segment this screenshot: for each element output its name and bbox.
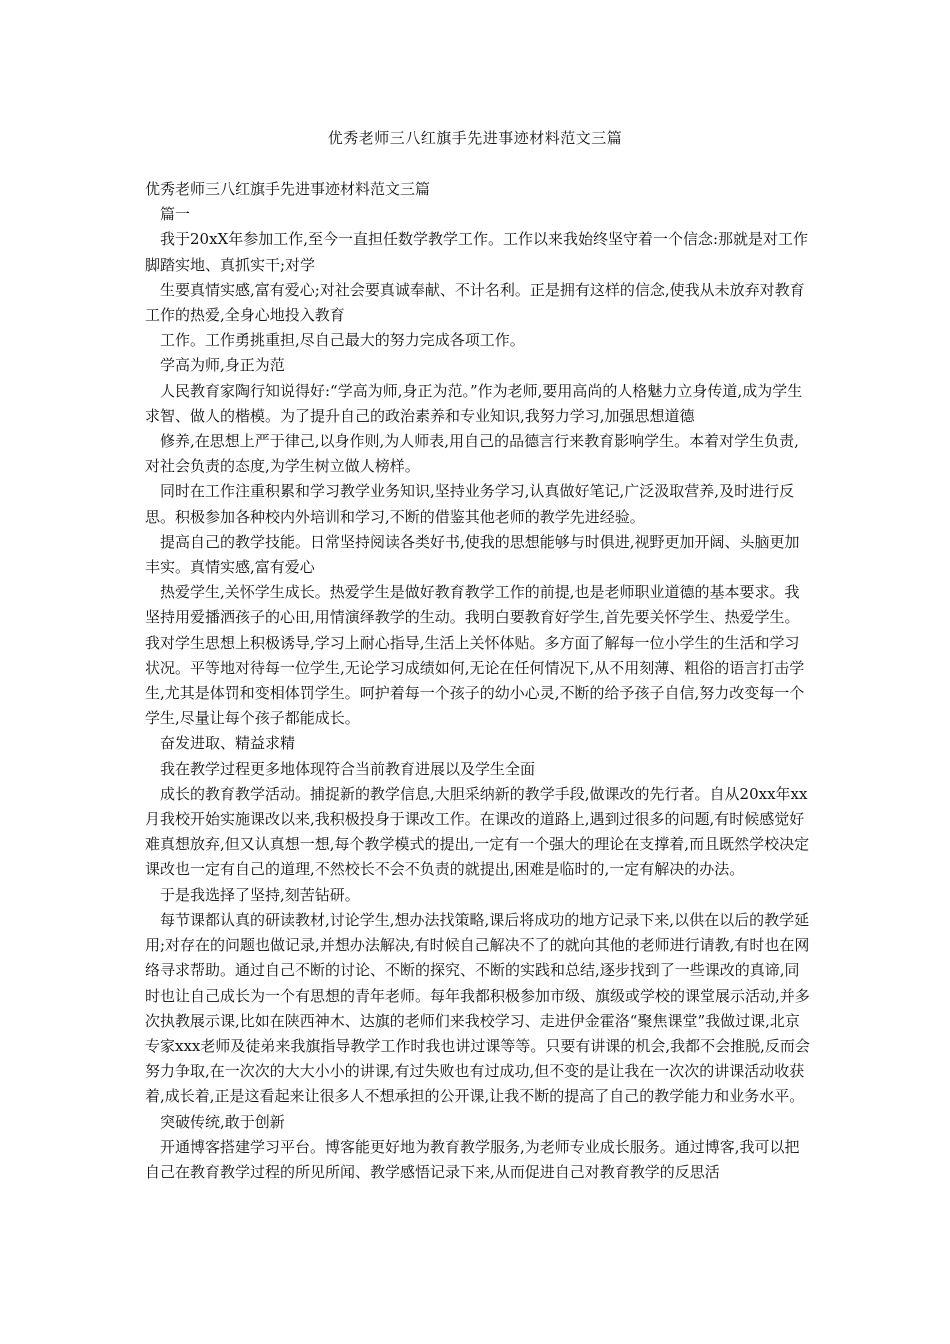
paragraph: 我于20xX年参加工作,至今一直担任数学教学工作。工作以来我始终坚守着一个信念:那就是对工作脚踏实地、真抓实干;对学 <box>145 230 809 274</box>
document-title: 优秀老师三八红旗手先进事迹材料范文三篇 <box>327 129 623 147</box>
paragraph: 奋发进取、精益求精 <box>160 734 296 753</box>
paragraph: 于是我选择了坚持,刻苦钻研。 <box>160 885 360 904</box>
paragraph: 突破传统,敢于创新 <box>160 1112 285 1131</box>
paragraph: 成长的教育教学活动。捕捉新的教学信息,大胆采纳新的教学手段,做课改的先行者。自从20xx年xx月我校开始实施课改以来,我积极投身于课改工作。在课改的道路上,遇到过很多的问题,有时候感觉好难真想放弃,但又认真想一想,每个教学模式的提出,一定有一个强大的理论在支撑着,而且既然学校决定课改也一定有自己的道理,不然校长不会不负责的就提出,困难是临时的,一定有解决的办法。 <box>145 784 810 879</box>
paragraph: 生要真情实感,富有爱心;对社会要真诚奉献、不计名利。正是拥有这样的信念,使我从未放弃对教育工作的热爱,全身心地投入教育 <box>145 280 805 325</box>
paragraph: 优秀老师三八红旗手先进事迹材料范文三篇 <box>145 180 431 198</box>
paragraph: 热爱学生,关怀学生成长。热爱学生是做好教育教学工作的前提,也是老师职业道德的基本要求。我坚持用爱播洒孩子的心田,用情演绎教学的生动。我明白要教育好学生,首先要关怀学生、热爱学生。我对学生思想上积极诱导,学习上耐心指导,生活上关怀体贴。多方面了解每一位小学生的生活和学习状况。平等地对待每一位学生,无论学习成绩如何,无论在任何情况下,从不用刻薄、粗俗的语言打击学生,尤其是体罚和变相体罚学生。呵护着每一个孩子的幼小心灵,不断的给予孩子自信,努力改变每一个学生,尽量让每个孩子都能成长。 <box>145 583 805 728</box>
paragraph: 同时在工作注重积累和学习教学业务知识,坚持业务学习,认真做好笔记,广泛汲取营养,及时进行反思。积极参加各种校内外培训和学习,不断的借鉴其他老师的教学先进经验。 <box>145 482 795 526</box>
paragraph: 每节课都认真的研读教材,讨论学生,想办法找策略,课后将成功的地方记录下来,以供在以后的教学延用;对存在的问题也做记录,并想办法解决,有时候自己解决不了的就向其他的老师进行请教,有时也在网络寻求帮助。通过自己不断的讨论、不断的探究、不断的实践和总结,逐步找到了一些课改的真谛,同时也让自己成长为一个有思想的青年老师。每年我都积极参加市级、旗级或学校的课堂展示活动,并多次执教展示课,比如在陕西神木、达旗的老师们来我校学习、走进伊金霍洛“聚焦课堂”我做过课,北京专家xxx老师及徒弟来我旗指导教学工作时我也讲过课等等。只要有讲课的机会,我都不会推脱,反而会努力争取,在一次次的大大小小的讲课,有过失败也有过成功,但不变的是让我在一次次的讲课活动收获着,成长着,正是这看起来让很多人不想承担的公开课,让我不断的提高了自己的教学能力和业务水平。 <box>145 910 810 1106</box>
paragraph: 篇一 <box>160 205 191 224</box>
paragraph: 修养,在思想上严于律己,以身作则,为人师表,用自己的品德言行来教育影响学生。本着对学生负责,对社会负责的态度,为学生树立做人榜样。 <box>145 432 799 476</box>
document-body <box>145 177 813 1185</box>
paragraph: 开通博客搭建学习平台。博客能更好地为教育教学服务,为老师专业成长服务。通过博客,我可以把自己在教育教学过程的所见所闻、教学感悟记录下来,从而促进自己对教育教学的反思活 <box>145 1137 800 1181</box>
paragraph: 我在教学过程更多地体现符合当前教育进展以及学生全面 <box>160 759 536 778</box>
paragraph: 人民教育家陶行知说得好:“学高为师,身正为范。”作为老师,要用高尚的人格魅力立身传道,成为学生求智、做人的楷模。为了提升自己的政治素养和专业知识,我努力学习,加强思想道德 <box>145 381 803 425</box>
paragraph: 工作。工作勇挑重担,尽自己最大的努力完成各项工作。 <box>160 331 525 350</box>
paragraph: 提高自己的教学技能。日常坚持阅读各类好书,使我的思想能够与时俱进,视野更加开阔、头脑更加丰实。真情实感,富有爱心 <box>145 532 800 577</box>
paragraph: 学高为师,身正为范 <box>160 356 285 375</box>
